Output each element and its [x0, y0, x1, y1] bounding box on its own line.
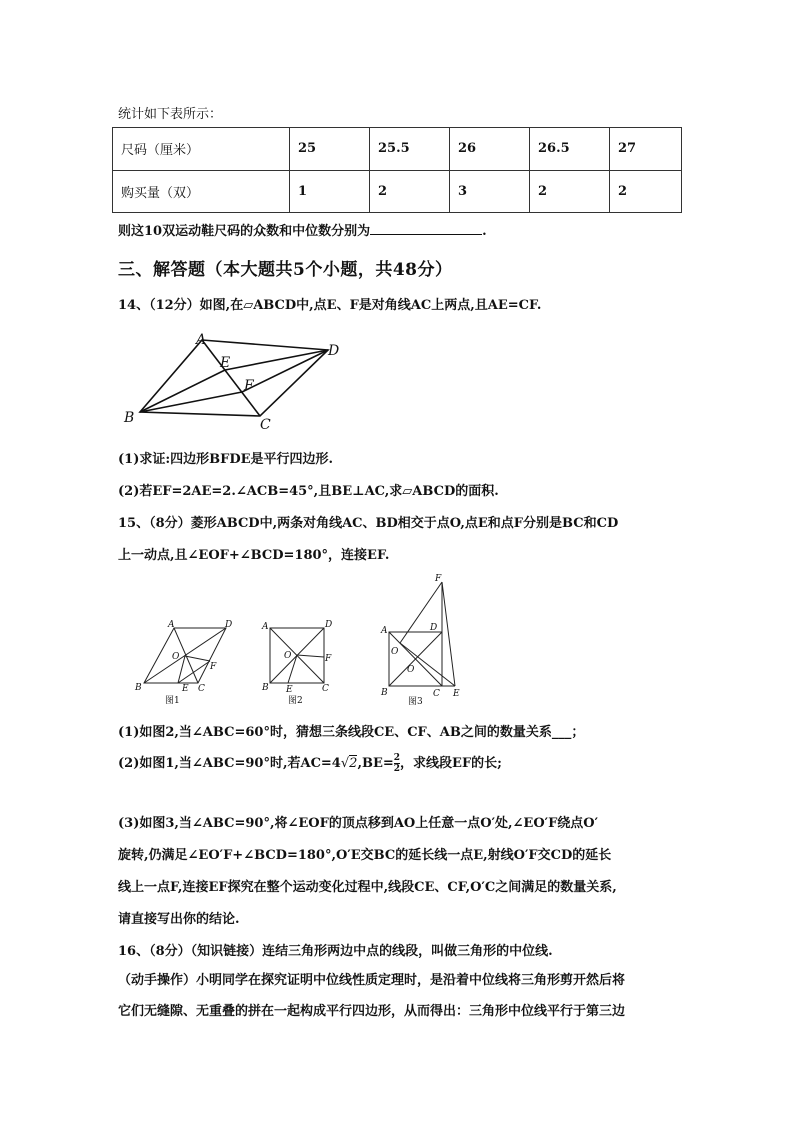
- label-f: F: [210, 662, 217, 672]
- label-b: B: [135, 683, 142, 693]
- table-cell: 购买量（双）: [113, 170, 290, 213]
- table-cell: 2: [610, 170, 682, 213]
- segment-of: [297, 655, 324, 657]
- question-13-text: 则这10双运动鞋尺码的众数和中位数分别为: [118, 224, 371, 239]
- label-f: F: [244, 378, 254, 394]
- question-15-part-3-line1: (3)如图3,当∠ABC=90°,将∠EOF的顶点移到AO上任意一点O′处,∠EO′F绕点O′: [118, 816, 599, 831]
- part-2-text-b: ,BE=: [357, 756, 394, 771]
- label-e: E: [286, 685, 293, 695]
- part-2-text-c: ，求线段EF的长;: [400, 756, 502, 771]
- label-c: C: [433, 689, 440, 699]
- table-row: [113, 128, 682, 171]
- table-cell: 25: [290, 128, 370, 171]
- table-cell: 2: [370, 170, 450, 213]
- label-b: B: [262, 683, 269, 693]
- figure-3-caption: 图3: [408, 697, 423, 707]
- label-c: C: [198, 684, 205, 694]
- label-o-prime: O: [391, 647, 399, 657]
- table-cell: 27: [610, 128, 682, 171]
- question-15-part-3-line4: 请直接写出你的结论.: [118, 912, 240, 927]
- table-cell: 3: [450, 170, 530, 213]
- table-cell: 1: [290, 170, 370, 213]
- ray-of: [400, 582, 442, 643]
- question-14-part-2: (2)若EF=2AE=2.∠ACB=45°,且BE⊥AC,求▱ABCD的面积.: [118, 484, 499, 499]
- segment-of: [185, 656, 210, 661]
- label-f: F: [325, 654, 332, 664]
- label-d: D: [325, 620, 333, 630]
- label-e: E: [182, 684, 189, 694]
- segment-ef: [442, 582, 455, 686]
- figure-2-caption: 图2: [288, 696, 303, 706]
- question-15-part-1: (1)如图2,当∠ABC=60°时，猜想三条线段CE、CF、AB之间的数量关系___；: [118, 725, 585, 740]
- question-14-stem: 14、（12分）如图,在▱ABCD中,点E、F是对角线AC上两点,且AE=CF.: [118, 298, 542, 313]
- label-o: O: [407, 665, 415, 675]
- figure-1-caption: 图1: [165, 696, 180, 706]
- question-15-part-3-line2: 旋转,仍满足∠EO′F+∠BCD=180°,O′E交BC的延长线一点E,射线O′F交CD的延长: [118, 848, 612, 863]
- label-a: A: [168, 620, 175, 630]
- label-b: B: [381, 688, 388, 698]
- table-cell: 尺码（厘米）: [113, 128, 290, 171]
- sqrt-sign: √: [340, 756, 350, 771]
- table-cell: 26: [450, 128, 530, 171]
- parallelogram-figure: [120, 330, 350, 430]
- question-14-part-1: (1)求证:四边形BFDE是平行四边形.: [118, 452, 334, 467]
- question-15-stem-line2: 上一动点,且∠EOF+∠BCD=180°，连接EF.: [118, 548, 390, 563]
- question-15-stem-line1: 15、（8分）菱形ABCD中,两条对角线AC、BD相交于点O,点E和点F分别是BC和CD: [118, 516, 619, 531]
- sqrt-radicand: 2: [349, 756, 358, 771]
- label-e: E: [220, 355, 231, 371]
- diagonal-bd: [144, 628, 226, 683]
- segment-fd: [242, 350, 328, 392]
- label-d: D: [328, 343, 340, 359]
- figure-2-square: [258, 615, 348, 707]
- part-2-text-a: (2)如图1,当∠ABC=90°时,若AC=4: [118, 756, 341, 771]
- label-c: C: [322, 684, 329, 694]
- shoe-size-table: [112, 127, 682, 213]
- question-15-part-3-line3: 线上一点F,连接EF探究在整个运动变化过程中,线段CE、CF,O′C之间满足的数量关系,: [118, 880, 617, 895]
- question-15-part-2: [118, 752, 502, 774]
- label-a: A: [196, 332, 207, 348]
- fraction-denominator: 2: [393, 764, 401, 774]
- label-a: A: [262, 622, 269, 632]
- segment-ed: [225, 350, 328, 370]
- question-16-line2: （动手操作）小明同学在探究证明中位线性质定理时，是沿着中位线将三角形剪开然后将: [118, 973, 626, 988]
- table-cell: 25.5: [370, 128, 450, 171]
- label-b: B: [124, 410, 135, 426]
- label-o: O: [172, 652, 180, 662]
- question-16-line1: 16、（8分）（知识链接）连结三角形两边中点的线段，叫做三角形的中位线.: [118, 944, 553, 959]
- question-13-end: .: [482, 224, 487, 239]
- label-f: F: [435, 574, 442, 584]
- fraction-numerator: 2: [393, 753, 401, 763]
- label-d: D: [225, 620, 233, 630]
- label-o: O: [284, 651, 292, 661]
- table-cell: 26.5: [530, 128, 610, 171]
- answer-blank: [370, 222, 482, 235]
- label-c: C: [260, 417, 271, 430]
- table-row: [113, 170, 682, 213]
- question-16-line3: 它们无缝隙、无重叠的拼在一起构成平行四边形，从而得出：三角形中位线平行于第三边: [118, 1004, 626, 1019]
- table-cell: 2: [530, 170, 610, 213]
- question-13-tail: [118, 220, 487, 239]
- figure-3-square: [376, 570, 486, 707]
- table-intro: 统计如下表所示：: [118, 107, 223, 122]
- label-a: A: [381, 626, 388, 636]
- segment-be: [140, 370, 225, 412]
- parallelogram-abcd: [140, 340, 328, 416]
- section-heading: 三、解答题（本大题共5个小题，共48分）: [118, 260, 453, 280]
- label-e: E: [453, 689, 460, 699]
- label-d: D: [430, 623, 438, 633]
- figure-1-rhombus: [130, 615, 240, 707]
